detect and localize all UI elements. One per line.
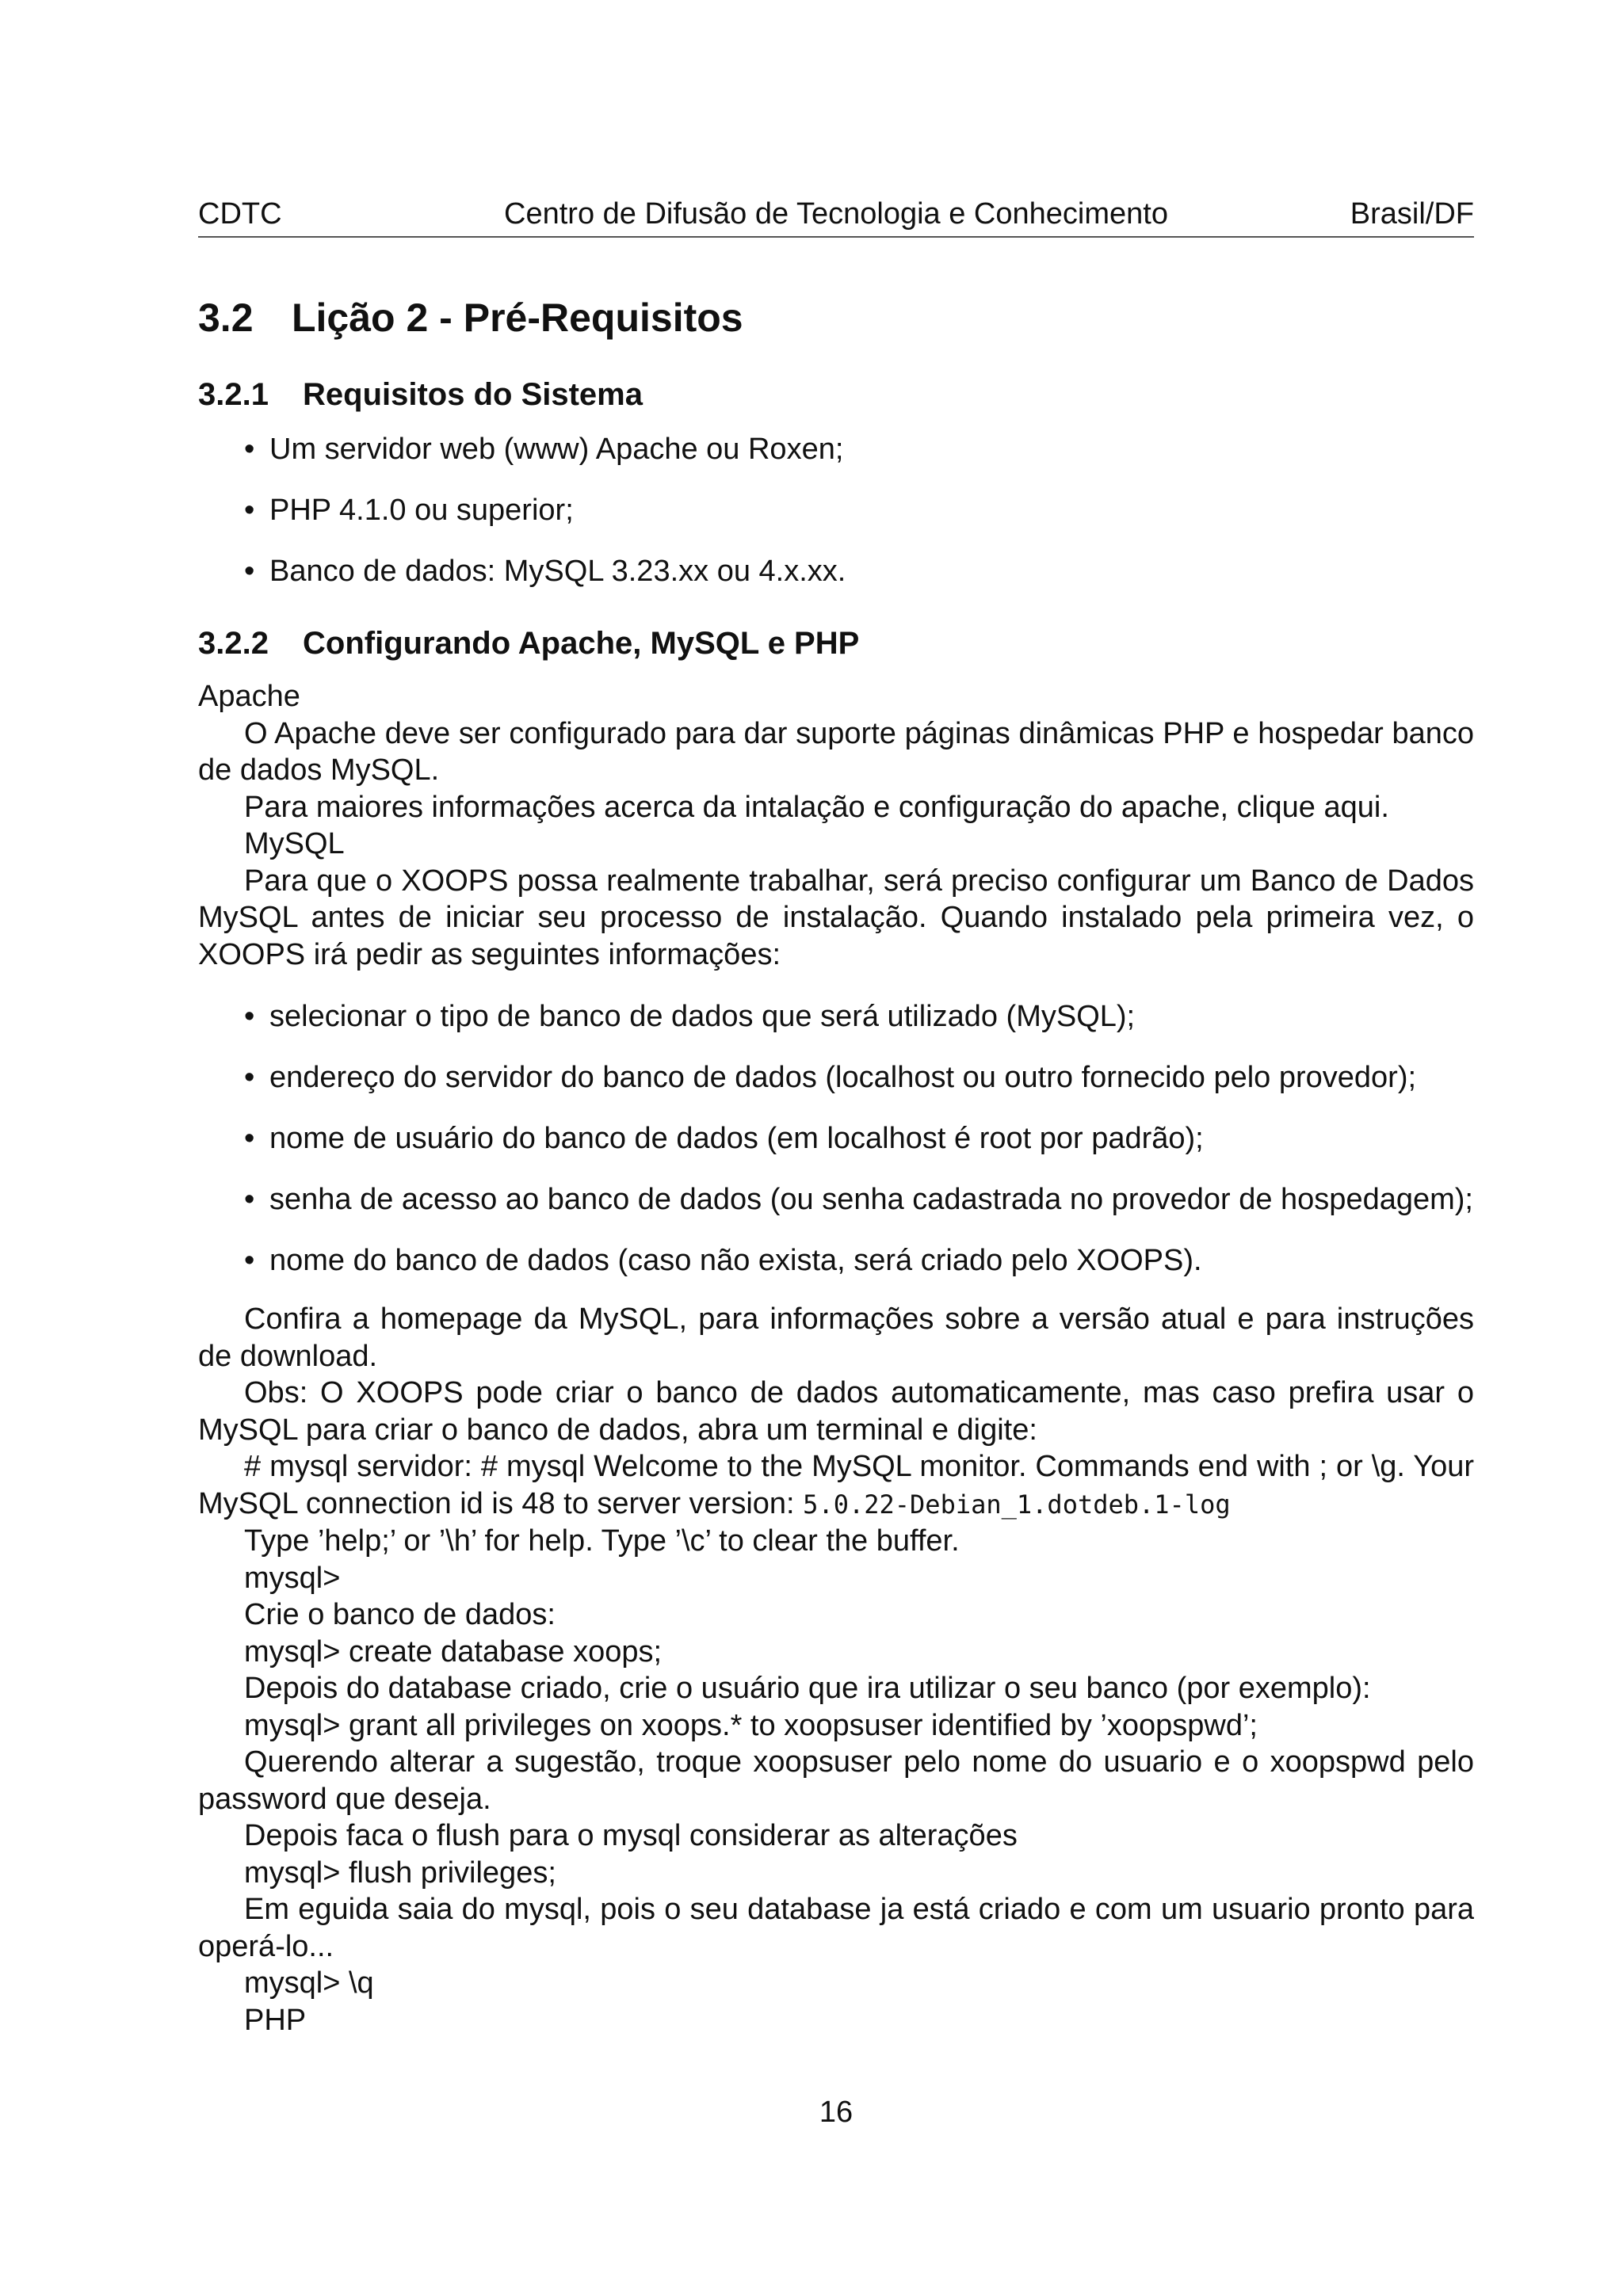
paragraph-mysql-1: Para que o XOOPS possa realmente trabalhar, será preciso configurar um Banco de Dados MySQL antes de iniciar seu processo de instalação. Quando instalado pela primeira vez, o XOOPS irá pedir as seguintes informações: <box>198 864 1474 971</box>
paragraph-depois: Depois do database criado, crie o usuário que ira utilizar o seu banco (por exemplo): <box>244 1672 1371 1705</box>
requirements-list <box>198 429 1474 591</box>
paragraph-flush: mysql> flush privileges; <box>244 1855 556 1890</box>
list-item: • senha de acesso ao banco de dados (ou senha cadastrada no provedor de hospedagem); <box>244 1180 1474 1219</box>
paragraph-mysql-session <box>198 1448 1474 1523</box>
paragraph-prompt: mysql> <box>244 1561 341 1595</box>
paragraph-grant: mysql> grant all privileges on xoops.* to xoopsuser identified by ’xoopspwd’; <box>244 1708 1258 1742</box>
paragraph-confira: Confira a homepage da MySQL, para informações sobre a versão atual e para instruções de download. <box>198 1302 1474 1373</box>
document-page <box>198 0 1474 2296</box>
paragraph-flush-intro: Depois faca o flush para o mysql considerar as alterações <box>244 1819 1018 1852</box>
section-number: 3.2 <box>198 296 254 340</box>
list-item: • Um servidor web (www) Apache ou Roxen; <box>244 429 1474 469</box>
paragraph-apache-2: Para maiores informações acerca da intalação e configuração do apache, clique aqui. <box>244 790 1389 824</box>
subsection-heading-2 <box>198 623 1474 664</box>
header-right: Brasil/DF <box>1350 197 1474 231</box>
paragraph-crie: Crie o banco de dados: <box>244 1598 556 1631</box>
subsection-number-2: 3.2.2 <box>198 626 269 661</box>
list-item: • endereço do servidor do banco de dados (localhost ou outro fornecido pelo provedor); <box>244 1058 1474 1097</box>
paragraph-obs: Obs: O XOOPS pode criar o banco de dados automaticamente, mas caso prefira usar o MySQL para criar o banco de dados, abra um terminal e digite: <box>198 1376 1474 1447</box>
header-left: CDTC <box>198 197 282 231</box>
page-number: 16 <box>819 2096 854 2129</box>
bullet-icon: • <box>244 1183 255 1216</box>
apache-label: Apache <box>198 680 300 713</box>
header-center: Centro de Difusão de Tecnologia e Conhecimento <box>504 197 1168 231</box>
paragraph-quit: mysql> \q <box>244 1966 374 2000</box>
paragraph-help: Type ’help;’ or ’\h’ for help. Type ’\c’ to clear the buffer. <box>244 1524 960 1558</box>
bullet-icon: • <box>244 1000 255 1033</box>
subsection-heading-1 <box>198 374 1474 415</box>
list-item: • nome de usuário do banco de dados (em localhost é root por padrão); <box>244 1119 1474 1158</box>
page-content <box>198 290 1474 2039</box>
mysql-label: MySQL <box>244 827 345 860</box>
server-version-code: 5.0.22-Debian_1.dotdeb.1-log <box>803 1489 1231 1520</box>
list-item: • nome do banco de dados (caso não exista, será criado pelo XOOPS). <box>244 1241 1474 1280</box>
xoops-info-list <box>198 997 1474 1280</box>
subsection-title-2: Configurando Apache, MySQL e PHP <box>303 626 860 661</box>
list-item: • PHP 4.1.0 ou superior; <box>244 490 1474 530</box>
subsection-number-1: 3.2.1 <box>198 377 269 412</box>
list-item: • Banco de dados: MySQL 3.23.xx ou 4.x.xx. <box>244 551 1474 591</box>
paragraph-apache-1: O Apache deve ser configurado para dar suporte páginas dinâmicas PHP e hospedar banco de dados MySQL. <box>198 716 1474 787</box>
paragraph-eguida: Em eguida saia do mysql, pois o seu database ja está criado e com um usuario pronto para operá-lo... <box>198 1893 1474 1963</box>
running-header <box>198 195 1474 238</box>
paragraph-querendo: Querendo alterar a sugestão, troque xoopsuser pelo nome do usuario e o xoopspwd pelo password que deseja. <box>198 1745 1474 1816</box>
section-heading <box>198 290 1474 345</box>
bullet-icon: • <box>244 433 255 466</box>
bullet-icon: • <box>244 1061 255 1094</box>
list-item: • selecionar o tipo de banco de dados que será utilizado (MySQL); <box>244 997 1474 1036</box>
bullet-icon: • <box>244 494 255 527</box>
bullet-icon: • <box>244 1122 255 1155</box>
bullet-icon: • <box>244 555 255 588</box>
php-label: PHP <box>244 2003 307 2037</box>
paragraph-create-database: mysql> create database xoops; <box>244 1634 663 1669</box>
subsection-title-1: Requisitos do Sistema <box>303 377 643 412</box>
bullet-icon: • <box>244 1244 255 1277</box>
section-title: Lição 2 - Pré-Requisitos <box>292 296 743 340</box>
mysql-session-text: # mysql servidor: # mysql Welcome to the MySQL monitor. Commands end with ; or \g. Your MySQL connection id is 48 to server version: <box>198 1450 1474 1520</box>
